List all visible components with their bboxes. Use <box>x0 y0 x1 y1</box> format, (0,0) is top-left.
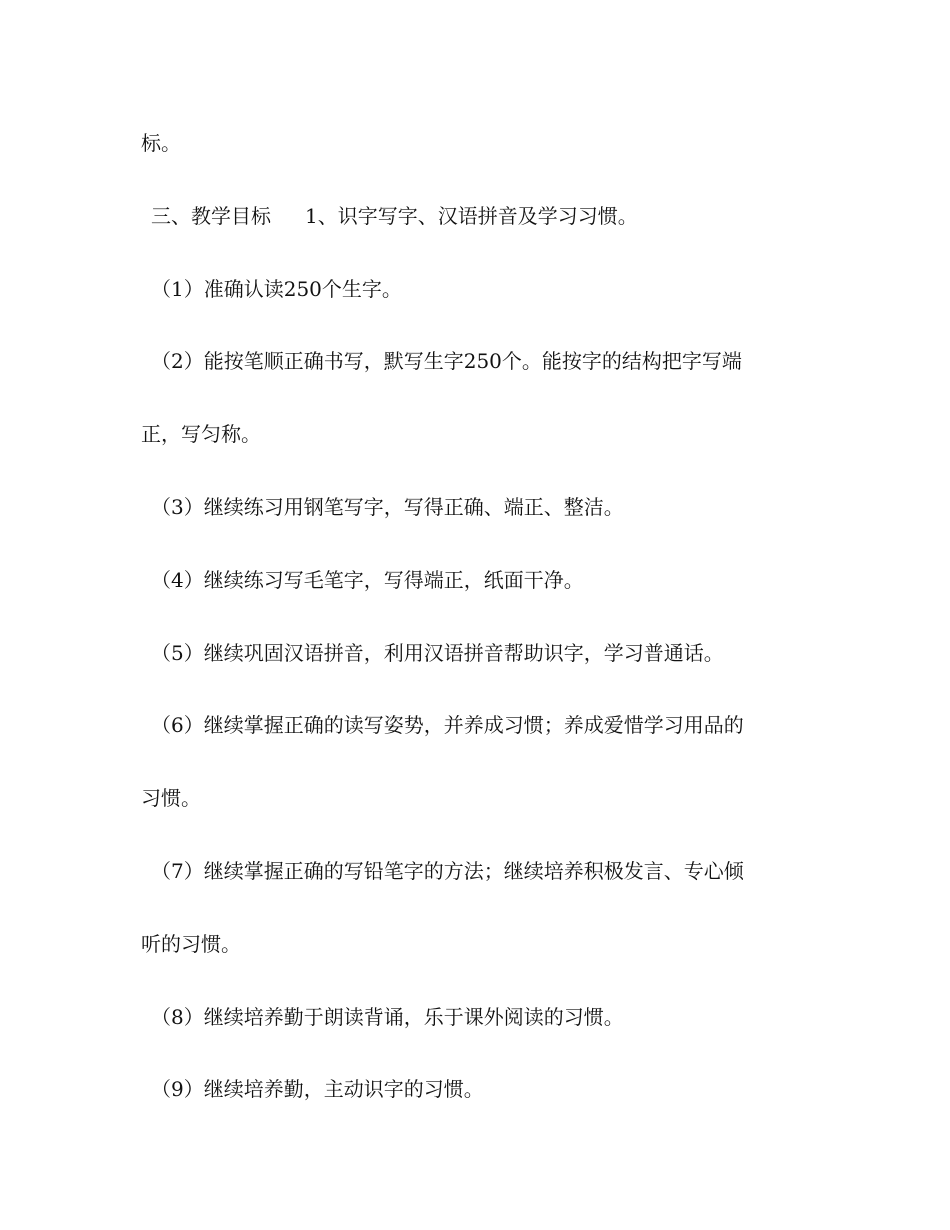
subsection-heading: 1、识字写字、汉语拼音及学习习惯。 <box>305 204 638 228</box>
list-item: （4）继续练习写毛笔字，写得端正，纸面干净。 <box>151 568 584 592</box>
list-item: （7）继续掌握正确的写铅笔字的方法；继续培养积极发言、专心倾 <box>151 859 744 883</box>
list-item: （5）继续巩固汉语拼音，利用汉语拼音帮助识字，学习普通话。 <box>151 641 724 665</box>
list-item: （3）继续练习用钢笔写字，写得正确、端正、整洁。 <box>151 495 624 519</box>
section-heading: 三、教学目标 <box>151 204 271 228</box>
list-item: （8）继续培养勤于朗读背诵，乐于课外阅读的习惯。 <box>151 1005 624 1029</box>
list-item: （6）继续掌握正确的读写姿势，并养成习惯；养成爱惜学习用品的 <box>151 713 744 737</box>
list-item-continuation: 习惯。 <box>141 786 201 810</box>
list-item-continuation: 正，写匀称。 <box>141 422 261 446</box>
list-item: （1）准确认读250个生字。 <box>151 277 402 301</box>
list-item-continuation: 听的习惯。 <box>141 932 241 956</box>
section-heading-line <box>151 202 831 230</box>
text-line: 标。 <box>141 131 181 155</box>
list-item: （9）继续培养勤，主动识字的习惯。 <box>151 1077 484 1101</box>
list-item: （2）能按笔顺正确书写，默写生字250个。能按字的结构把字写端 <box>151 349 742 373</box>
